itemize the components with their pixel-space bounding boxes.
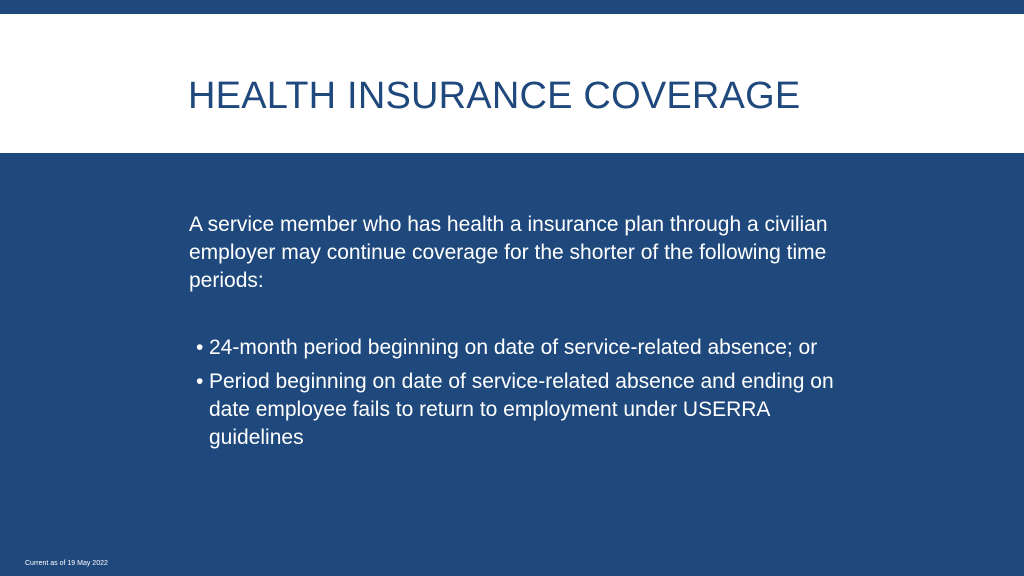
bullet-dot-icon: • <box>196 370 204 393</box>
bullet-dot-icon: • <box>196 336 204 359</box>
bullet-item <box>196 368 846 452</box>
bullet-list <box>196 334 846 458</box>
intro-paragraph: A service member who has health a insurance plan through a civilian employer may continue coverage for the shorter of the following time periods: <box>189 213 828 292</box>
bullet-text: 24-month period beginning on date of service-related absence; or <box>209 336 818 359</box>
footer-note: Current as of 19 May 2022 <box>25 560 108 567</box>
title-area <box>0 14 1024 153</box>
bullet-item <box>196 334 846 362</box>
slide-title: HEALTH INSURANCE COVERAGE <box>188 75 801 117</box>
content-area <box>0 153 1024 576</box>
bullet-text: Period beginning on date of service-related absence and ending on date employee fails to return to employment under USERRA guidelines <box>209 370 834 449</box>
top-band <box>0 0 1024 14</box>
